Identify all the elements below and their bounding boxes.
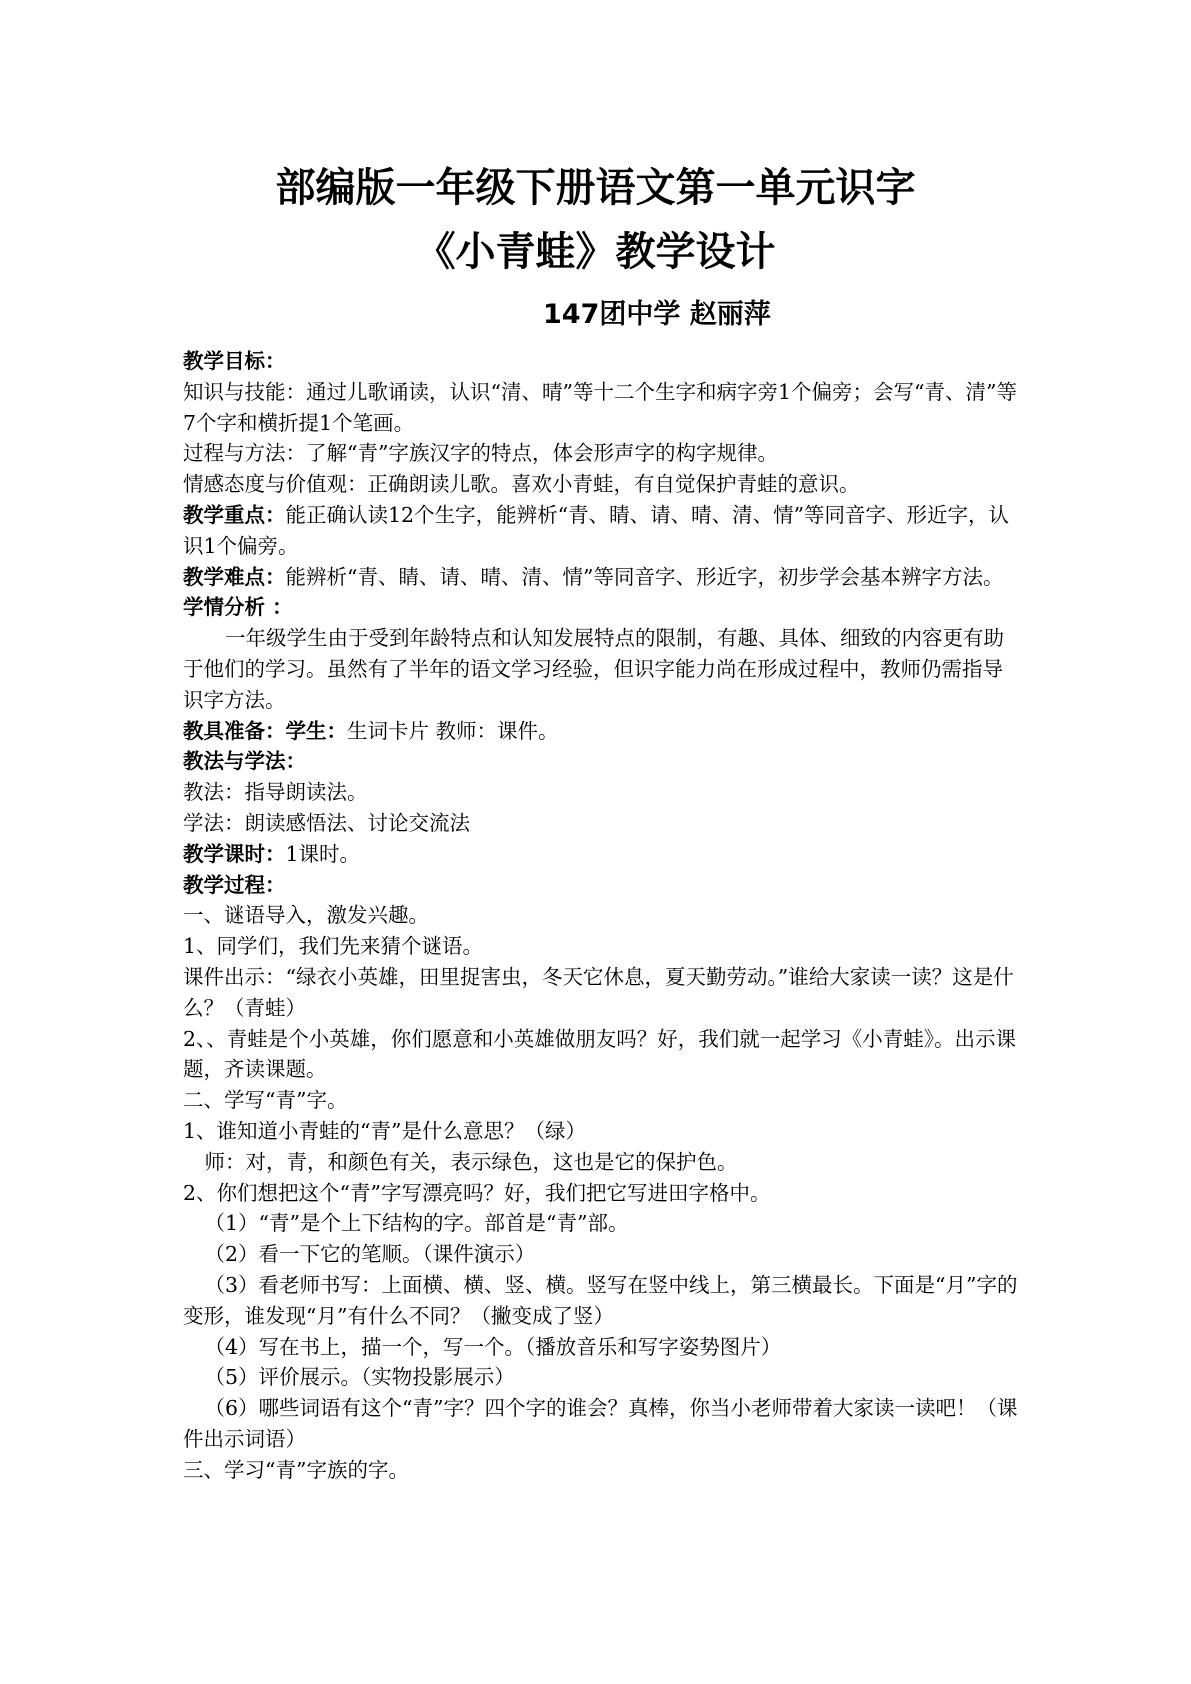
- objective-knowledge: 知识与技能：通过儿歌诵读，认识“清、晴”等十二个生字和病字旁1个偏旁；会写“青、清”等7个字和横折提1个笔画。: [183, 379, 1017, 435]
- hours: [183, 839, 1023, 870]
- author: 147团中学 赵丽萍: [543, 299, 771, 330]
- process-line: 1、同学们，我们先来猜个谜语。: [183, 934, 484, 959]
- objective-process: 过程与方法：了解“青”字族汉字的特点，体会形声字的构字规律。: [183, 441, 778, 466]
- process-heading: 教学过程：: [183, 872, 286, 897]
- method-learning: 学法：朗读感悟法、讨论交流法: [183, 810, 470, 835]
- difficulties: [183, 562, 1023, 593]
- methods-heading: 教法与学法：: [183, 749, 306, 774]
- process-line: （5）评价展示。（实物投影展示）: [204, 1365, 515, 1390]
- materials-label: 教具准备：学生：: [183, 718, 347, 743]
- method-teaching: 教法：指导朗读法。: [183, 780, 368, 805]
- process-line: 二、学写“青”字。: [183, 1088, 348, 1113]
- objectives-heading: 教学目标：: [183, 349, 286, 373]
- difficulties-text: 能辨析“青、睛、请、晴、清、情”等同音字、形近字，初步学会基本辨字方法。: [285, 564, 1004, 589]
- hours-text: 1课时。: [285, 841, 361, 866]
- key-points-text: 能正确认读12个生字，能辨析“青、睛、请、晴、清、情”等同音字、形近字，认识1个偏旁。: [183, 502, 1010, 558]
- analysis-text: 一年级学生由于受到年龄特点和认知发展特点的限制，有趣、具体、细致的内容更有助于他们的学习。虽然有了半年的语文学习经验，但识字能力尚在形成过程中，教师仍需指导识字方法。: [183, 626, 1005, 712]
- process-line: （3）看老师书写：上面横、横、竖、横。竖写在竖中线上，第三横最长。下面是“月”字的变形，谁发现“月”有什么不同？（撇变成了竖）: [183, 1272, 1018, 1328]
- process-line: 一、谜语导入，激发兴趣。: [183, 903, 429, 928]
- materials-text: 生词卡片 教师：课件。: [347, 718, 559, 743]
- process-line: 2、你们想把这个“青”字写漂亮吗？好，我们把它写进田字格中。: [183, 1180, 771, 1205]
- process-line: 师：对，青，和颜色有关，表示绿色，这也是它的保护色。: [204, 1149, 738, 1174]
- objective-emotion: 情感态度与价值观：正确朗读儿歌。喜欢小青蛙，有自觉保护青蛙的意识。: [183, 472, 860, 497]
- process-line: 2、、青蛙是个小英雄，你们愿意和小英雄做朋友吗？好，我们就一起学习《小青蛙》。出示课题，齐读课题。: [183, 1026, 1017, 1082]
- process-line: 课件出示：“绿衣小英雄，田里捉害虫，冬天它休息，夏天勤劳动。”谁给大家读一读？这是什么？（青蛙）: [183, 964, 1014, 1020]
- process-line: （4）写在书上，描一个，写一个。（播放音乐和写字姿势图片）: [204, 1334, 782, 1359]
- difficulties-label: 教学难点：: [183, 564, 286, 589]
- title-line-1: 部编版一年级下册语文第一单元识字: [275, 165, 916, 211]
- process-line: （1）“青”是个上下结构的字。部首是“青”部。: [204, 1211, 629, 1236]
- process-line: 1、谁知道小青蛙的“青”是什么意思？（绿）: [183, 1118, 587, 1143]
- key-points: [183, 500, 1023, 562]
- process-lines: [183, 900, 1023, 1485]
- process-line: （6）哪些词语有这个“青”字？四个字的谁会？真棒，你当小老师带着大家读一读吧！（课件出示词语）: [183, 1396, 1018, 1451]
- process-line: 三、学习“青”字族的字。: [183, 1457, 409, 1482]
- document-body: [183, 346, 1023, 1485]
- hours-label: 教学课时：: [183, 841, 286, 866]
- key-points-label: 教学重点：: [183, 502, 286, 527]
- materials: [183, 716, 1023, 747]
- process-line: （2）看一下它的笔顺。（课件演示）: [204, 1242, 536, 1267]
- analysis-heading: 学情分析 ：: [183, 595, 293, 620]
- title-line-2: 《小青蛙》教学设计: [415, 229, 776, 275]
